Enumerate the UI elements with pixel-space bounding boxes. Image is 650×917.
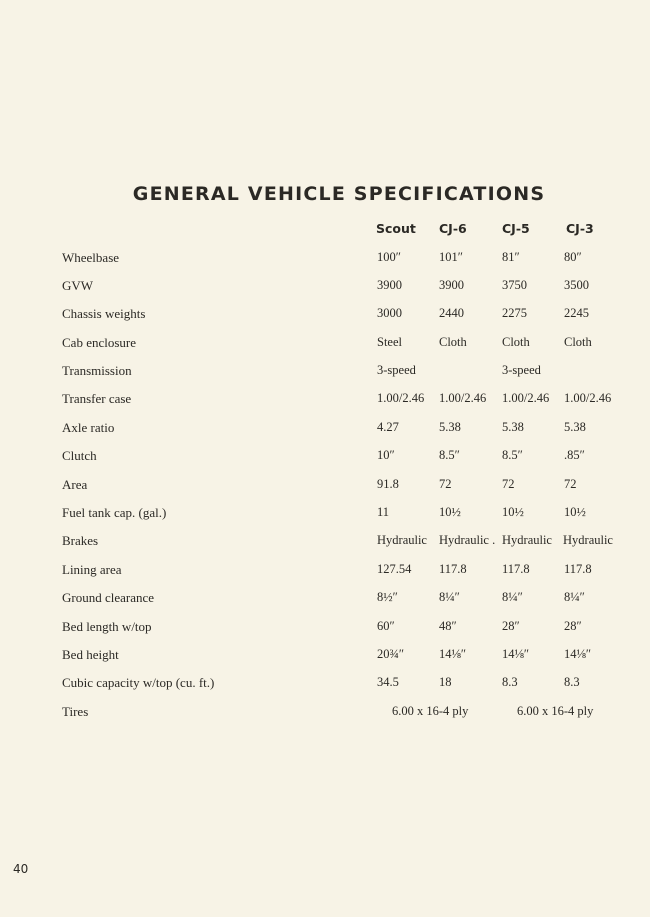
column-header-scout: Scout	[376, 221, 416, 236]
cell-cj3: 117.8	[564, 562, 592, 576]
cell-cj6: 48″	[439, 619, 457, 633]
cell-cj3: .85″	[564, 448, 585, 462]
row-label: Clutch	[62, 448, 97, 463]
cell-cj5: 1.00/2.46	[502, 391, 550, 405]
cell-cj6: 14⅛″	[439, 647, 467, 661]
table-row	[0, 477, 650, 497]
cell-cj6: 2440	[439, 306, 464, 320]
cell-cj3: 5.38	[564, 420, 586, 434]
row-label: GVW	[62, 278, 94, 293]
table-row-tires	[0, 704, 650, 724]
row-label: Lining area	[62, 562, 122, 577]
cell-cj6: 72	[439, 477, 452, 491]
column-header-cj6: CJ-6	[439, 221, 467, 236]
table-row	[0, 335, 650, 355]
cell-scout: 91.8	[377, 477, 399, 491]
cell-scout: 8½″	[377, 590, 398, 604]
cell-cj5: 5.38	[502, 420, 524, 434]
cell-cj3: Hydraulic	[563, 533, 613, 547]
cell-scout: Steel	[377, 335, 402, 349]
cell-scout: 3000	[377, 306, 402, 320]
cell-cj5: 10½	[502, 505, 524, 519]
cell-cj5: 3-speed	[502, 363, 541, 377]
cell-scout: 127.54	[377, 562, 412, 576]
table-row	[0, 278, 650, 298]
page-number: 40	[13, 862, 29, 876]
row-label: Transfer case	[62, 391, 132, 406]
cell-tires-scout-cj6: 6.00 x 16-4 ply	[392, 704, 469, 718]
column-header-cj3: CJ-3	[566, 221, 594, 236]
row-label: Tires	[62, 704, 89, 719]
cell-cj3: 72	[564, 477, 577, 491]
table-row	[0, 675, 650, 695]
page-title: GENERAL VEHICLE SPECIFICATIONS	[132, 183, 546, 205]
cell-cj6: 8.5″	[439, 448, 460, 462]
cell-cj6: 10½	[439, 505, 461, 519]
row-label: Ground clearance	[62, 590, 155, 605]
cell-scout: 10″	[377, 448, 395, 462]
cell-cj5: 14⅛″	[502, 647, 530, 661]
cell-cj3: 8¼″	[564, 590, 585, 604]
cell-cj5: 8.5″	[502, 448, 523, 462]
table-row	[0, 391, 650, 411]
cell-cj3: 80″	[564, 250, 582, 264]
cell-cj5: 117.8	[502, 562, 530, 576]
cell-scout: 4.27	[377, 420, 399, 434]
cell-cj5: 8.3	[502, 675, 518, 689]
cell-cj5: Cloth	[502, 335, 530, 349]
column-header-cj5: CJ-5	[502, 221, 530, 236]
cell-cj5: 72	[502, 477, 515, 491]
row-label: Bed height	[62, 647, 119, 662]
cell-cj5: Hydraulic	[502, 533, 552, 547]
cell-cj3: 14⅛″	[564, 647, 592, 661]
table-row	[0, 420, 650, 440]
row-label: Wheelbase	[62, 250, 120, 265]
table-row	[0, 505, 650, 525]
cell-scout: 1.00/2.46	[377, 391, 425, 405]
cell-scout: 60″	[377, 619, 395, 633]
cell-cj5: 8¼″	[502, 590, 523, 604]
row-label: Bed length w/top	[62, 619, 152, 634]
cell-cj6: 18	[439, 675, 452, 689]
cell-scout: Hydraulic	[377, 533, 427, 547]
cell-scout: 3900	[377, 278, 402, 292]
row-label: Axle ratio	[62, 420, 115, 435]
cell-cj3: 3500	[564, 278, 589, 292]
row-label: Cubic capacity w/top (cu. ft.)	[62, 675, 215, 690]
row-label: Fuel tank cap. (gal.)	[62, 505, 167, 520]
table-row	[0, 363, 650, 383]
table-row	[0, 647, 650, 667]
table-row	[0, 533, 650, 553]
cell-cj6: 8¼″	[439, 590, 460, 604]
row-label: Brakes	[62, 533, 99, 548]
row-label: Chassis weights	[62, 306, 146, 321]
cell-cj3: 1.00/2.46	[564, 391, 612, 405]
table-row	[0, 562, 650, 582]
cell-cj5: 2275	[502, 306, 527, 320]
table-row	[0, 250, 650, 270]
cell-cj3: Cloth	[564, 335, 592, 349]
table-row	[0, 306, 650, 326]
cell-scout: 11	[377, 505, 390, 519]
cell-cj5: 28″	[502, 619, 520, 633]
cell-scout: 3-speed	[377, 363, 416, 377]
cell-cj6: 117.8	[439, 562, 467, 576]
cell-scout: 100″	[377, 250, 401, 264]
cell-cj3: 2245	[564, 306, 589, 320]
table-row	[0, 590, 650, 610]
cell-cj3: 10½	[564, 505, 586, 519]
cell-cj5: 3750	[502, 278, 527, 292]
cell-cj6: 5.38	[439, 420, 461, 434]
cell-scout: 34.5	[377, 675, 399, 689]
cell-tires-cj5-cj3: 6.00 x 16-4 ply	[517, 704, 594, 718]
cell-cj3: 8.3	[564, 675, 580, 689]
cell-cj6: 1.00/2.46	[439, 391, 487, 405]
row-label: Transmission	[62, 363, 132, 378]
cell-cj5: 81″	[502, 250, 520, 264]
table-row	[0, 619, 650, 639]
row-label: Area	[62, 477, 88, 492]
row-label: Cab enclosure	[62, 335, 137, 350]
table-row	[0, 448, 650, 468]
cell-cj6: Hydraulic .	[439, 533, 496, 547]
cell-cj6: Cloth	[439, 335, 467, 349]
cell-cj6: 101″	[439, 250, 463, 264]
cell-cj6: 3900	[439, 278, 464, 292]
cell-scout: 20¾″	[377, 647, 405, 661]
cell-cj3: 28″	[564, 619, 582, 633]
